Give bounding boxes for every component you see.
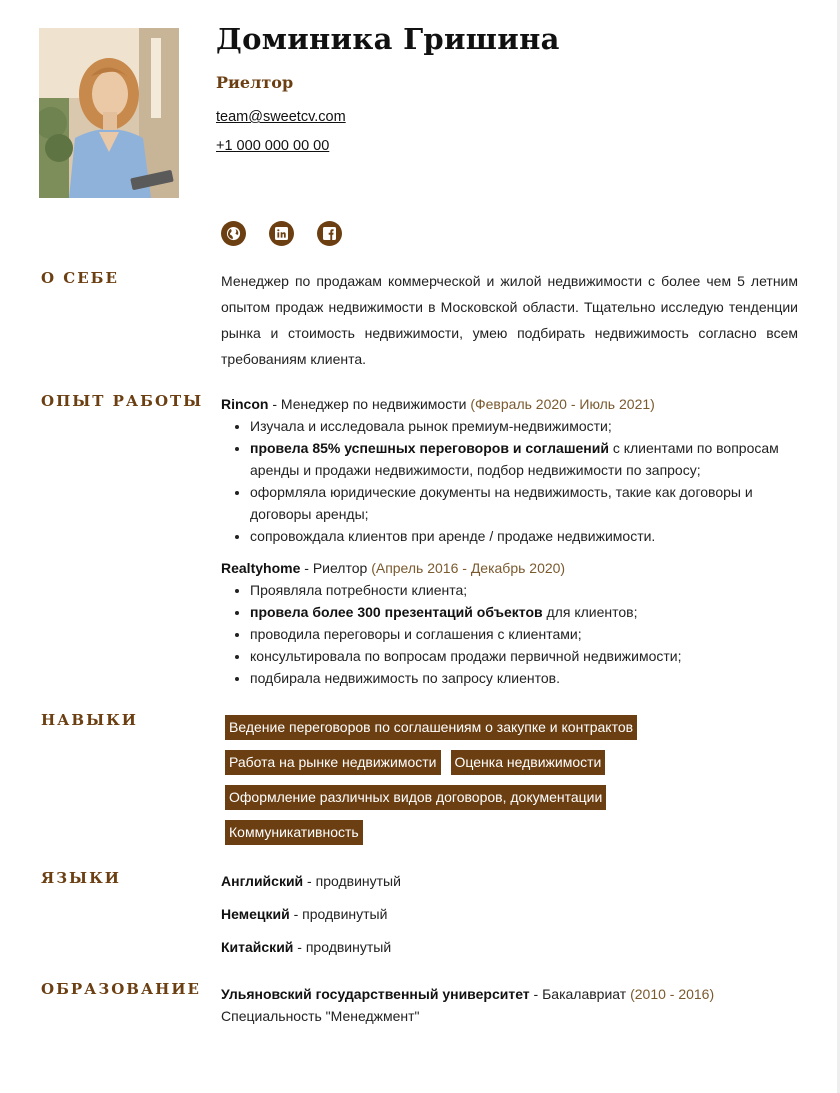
language-name: Китайский (221, 939, 294, 955)
job-duties (221, 579, 801, 689)
specialty: Специальность "Менеджмент" (221, 1008, 420, 1024)
language-level: - продвинутый (293, 939, 392, 955)
education-header (221, 983, 714, 1005)
person-name: Доминика Гришина (216, 22, 560, 56)
skill-tag: Ведение переговоров по соглашениям о закупке и контрактов (225, 715, 637, 740)
list-item: • оформляла юридические документы на недвижимость, такие как договоры и договоры аренды; (250, 481, 801, 525)
list-item: • проводила переговоры и соглашения с клиентами; (250, 623, 801, 645)
job-position: Менеджер по недвижимости (280, 396, 467, 412)
job-entry (221, 393, 801, 547)
language-item (221, 873, 401, 889)
job-header (221, 557, 801, 579)
job-position: Риелтор (312, 560, 368, 576)
job-title: Риелтор (216, 73, 294, 92)
list-item: • подбирала недвижимость по запросу клиентов. (250, 667, 801, 689)
degree: - Бакалавриат (529, 986, 631, 1002)
social-links (221, 221, 342, 246)
facebook-icon[interactable] (317, 221, 342, 246)
job-duties (221, 415, 801, 547)
job-dates: (Февраль 2020 - Июль 2021) (470, 396, 655, 412)
skill-tag: Работа на рынке недвижимости (225, 750, 441, 775)
language-level: - продвинутый (289, 906, 388, 922)
language-name: Немецкий (221, 906, 290, 922)
separator: - (300, 560, 313, 576)
job-dates: (Апрель 2016 - Декабрь 2020) (371, 560, 566, 576)
about-text: Менеджер по продажам коммерческой и жилой недвижимости с более чем 5 летним опытом продаж недвижимости в Московской области. Тщательно исследую тенденции рынка и стоимость недвижимости, умею подбирать недвижимость согласно всем требованиям клиента. (221, 273, 798, 367)
job-entry (221, 557, 801, 689)
skill-tag: Коммуникативность (225, 820, 363, 845)
separator: - (268, 396, 281, 412)
section-title-skills: НАВЫКИ (41, 711, 138, 729)
section-title-about: О СЕБЕ (41, 269, 119, 287)
list-item: • сопровождала клиентов при аренде / продаже недвижимости. (250, 525, 801, 547)
globe-icon[interactable] (221, 221, 246, 246)
list-item: • провела 85% успешных переговоров и соглашений с клиентами по вопросам аренды и продажи недвижимости, подбор недвижимости по запросу; (250, 437, 801, 481)
section-title-languages: ЯЗЫКИ (41, 869, 121, 887)
language-level: - продвинутый (303, 873, 401, 889)
job-header (221, 393, 801, 415)
list-item: • Проявляла потребности клиента; (250, 579, 801, 601)
language-item (221, 939, 391, 955)
profile-photo (39, 28, 179, 198)
list-item: • консультировала по вопросам продажи первичной недвижимости; (250, 645, 801, 667)
skill-tag: Оформление различных видов договоров, документации (225, 785, 606, 810)
education-dates: (2010 - 2016) (630, 986, 715, 1002)
list-item: • провела более 300 презентаций объектов для клиентов; (250, 601, 801, 623)
email-link[interactable]: team@sweetcv.com (216, 109, 346, 125)
list-item: • Изучала и исследовала рынок премиум-недвижимости; (250, 415, 801, 437)
company-name: Rincon (221, 396, 269, 412)
skill-tag: Оценка недвижимости (451, 750, 606, 775)
linkedin-icon[interactable] (269, 221, 294, 246)
phone-link[interactable]: +1 000 000 00 00 (216, 138, 330, 154)
school-name: Ульяновский государственный университет (221, 986, 530, 1002)
company-name: Realtyhome (221, 560, 301, 576)
section-title-education: ОБРАЗОВАНИЕ (41, 980, 201, 998)
skills-list (225, 715, 685, 855)
language-item (221, 906, 387, 922)
section-title-experience: ОПЫТ РАБОТЫ (41, 392, 204, 410)
language-name: Английский (221, 873, 304, 889)
education-entry (221, 983, 714, 1027)
